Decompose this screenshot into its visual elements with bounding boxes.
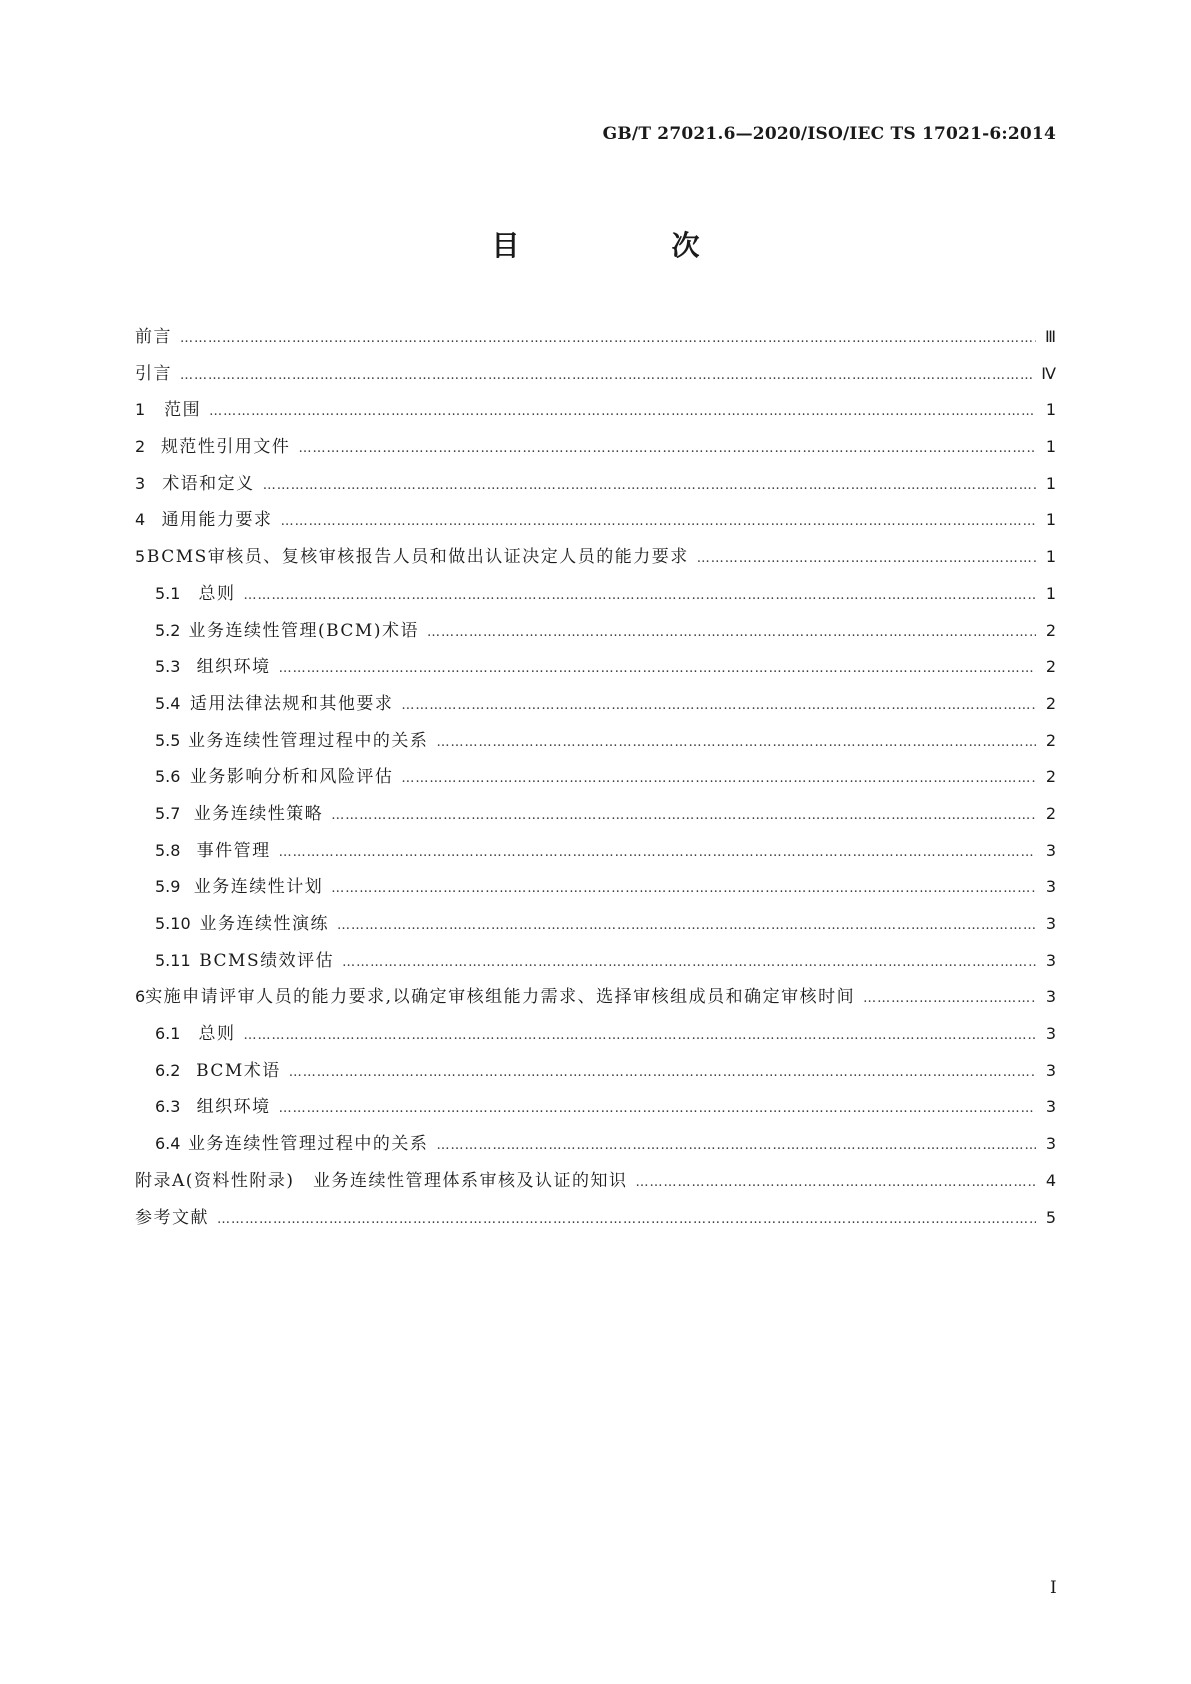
toc-leader [427, 625, 1036, 640]
toc-entry-6-2[interactable] [135, 1056, 1056, 1093]
toc-page: 3 [1045, 914, 1056, 933]
toc-page: 3 [1045, 950, 1056, 970]
toc-page: 2 [1045, 657, 1056, 677]
toc-label: 实施申请评审人员的能力要求,以确定审核组能力需求、选择审核组成员和确定审核时间 [145, 987, 856, 1008]
page-title: 目 次 [491, 229, 762, 262]
toc-page: 2 [1045, 767, 1056, 787]
toc-label: 附录A(资料性附录) 业务连续性管理体系审核及认证的知识 [135, 1170, 628, 1191]
toc-number: 5.10 [155, 914, 191, 933]
toc-label: 事件管理 [196, 840, 271, 861]
toc-page: 3 [1045, 1060, 1056, 1080]
toc-label: 业务连续性计划 [193, 877, 324, 898]
toc-label: 适用法律法规和其他要求 [189, 693, 394, 714]
toc-leader [180, 368, 1033, 383]
toc-entry-5-4[interactable] [135, 689, 1056, 726]
toc-leader [263, 478, 1036, 493]
toc-leader [436, 735, 1036, 750]
toc-label: 业务连续性管理过程中的关系 [187, 1134, 429, 1155]
toc-number: 1 [135, 400, 146, 420]
toc-number: 6.3 [155, 1097, 181, 1117]
toc-leader [279, 1101, 1036, 1116]
toc-page: 2 [1045, 730, 1056, 750]
toc-leader [217, 1212, 1036, 1227]
toc-leader [289, 1065, 1036, 1080]
toc-number: 5.9 [155, 877, 181, 897]
toc-leader [401, 698, 1036, 713]
toc-page: 3 [1045, 840, 1056, 860]
toc-label: BCM术语 [196, 1060, 281, 1081]
toc-entry-5-11[interactable] [135, 946, 1056, 983]
toc-page: 3 [1045, 1024, 1056, 1044]
toc-entry-5-5[interactable] [135, 726, 1056, 763]
toc-label: 规范性引用文件 [160, 437, 291, 458]
toc-number: 6 [135, 987, 146, 1007]
toc-page: Ⅲ [1044, 327, 1056, 346]
toc-label: 范围 [164, 400, 202, 421]
toc-label: 业务连续性管理(BCM)术语 [188, 620, 419, 641]
toc-entry-5-7[interactable] [135, 799, 1056, 836]
toc-leader [636, 1175, 1036, 1190]
toc-entry-5-10[interactable] [135, 909, 1056, 946]
toc-page: 1 [1045, 400, 1056, 420]
toc-leader [298, 441, 1036, 456]
toc-number: 6.2 [155, 1060, 181, 1080]
toc-page: 3 [1045, 1134, 1056, 1154]
toc-leader [337, 918, 1036, 933]
toc-label: 引言 [135, 363, 172, 384]
toc-number: 4 [135, 510, 146, 530]
toc-number: 5.4 [155, 693, 181, 713]
toc-leader [209, 404, 1036, 419]
toc-leader [401, 771, 1036, 786]
toc-entry-5[interactable] [135, 542, 1056, 579]
toc-page: 1 [1045, 473, 1056, 493]
toc-label: BCMS绩效评估 [199, 950, 335, 971]
toc-label: 业务连续性演练 [199, 914, 330, 934]
toc-entry-5-3[interactable] [135, 652, 1056, 689]
toc-number: 2 [135, 437, 146, 457]
toc-leader [331, 881, 1036, 896]
toc-entry-3[interactable] [135, 469, 1056, 506]
toc-number: 5.3 [155, 657, 181, 677]
toc-page: 2 [1045, 803, 1056, 823]
toc-entry-bibliography[interactable] [135, 1203, 1056, 1240]
standard-code: GB/T 27021.6—2020/ISO/IEC TS 17021-6:2014 [602, 124, 1056, 144]
toc-page: 2 [1045, 620, 1056, 640]
toc-leader [281, 514, 1036, 529]
toc-label: 组织环境 [196, 657, 271, 678]
toc-leader [279, 661, 1036, 676]
toc-entry-5-6[interactable] [135, 762, 1056, 799]
toc-page: 1 [1045, 510, 1056, 530]
toc-page: 1 [1045, 547, 1056, 567]
toc-page: Ⅳ [1041, 363, 1056, 383]
toc-number: 6.4 [155, 1134, 181, 1154]
toc-leader [244, 1028, 1036, 1043]
toc-leader [331, 808, 1036, 823]
toc-number: 6.1 [155, 1024, 181, 1044]
toc-label: 术语和定义 [162, 473, 255, 494]
toc-leader [863, 991, 1036, 1006]
toc-leader [436, 1138, 1036, 1153]
toc-label: 业务连续性策略 [193, 803, 324, 824]
toc-number: 5.7 [155, 803, 181, 823]
toc-entry-6-4[interactable] [135, 1129, 1056, 1166]
toc-entry-5-8[interactable] [135, 836, 1056, 873]
toc-label: 通用能力要求 [161, 510, 273, 531]
toc-entry-6[interactable] [135, 982, 1056, 1019]
toc-label: 组织环境 [196, 1097, 271, 1118]
toc-leader [342, 955, 1036, 970]
toc-page: 3 [1045, 987, 1056, 1007]
toc-label: 业务影响分析和风险评估 [189, 767, 394, 788]
toc-page: 4 [1045, 1170, 1056, 1190]
toc-leader [180, 331, 1036, 346]
toc-label: 总则 [198, 1024, 236, 1045]
toc-number: 5.8 [155, 840, 181, 860]
toc-entry-introduction[interactable] [135, 359, 1056, 396]
toc-page: 1 [1045, 583, 1056, 603]
toc-entry-2[interactable] [135, 432, 1056, 469]
toc-number: 5.11 [155, 950, 191, 970]
toc-number: 5.1 [155, 583, 181, 603]
toc-entry-5-1[interactable] [135, 579, 1056, 616]
toc-entry-foreword[interactable] [135, 322, 1056, 359]
toc-entry-annex-a[interactable] [135, 1166, 1056, 1203]
toc-entry-5-2[interactable] [135, 616, 1056, 653]
toc-entry-6-1[interactable] [135, 1019, 1056, 1056]
toc-page: 3 [1045, 1097, 1056, 1117]
toc-leader [279, 845, 1036, 860]
toc-entry-4[interactable] [135, 505, 1056, 542]
toc-number: 5 [135, 547, 146, 567]
toc-leader [697, 551, 1036, 566]
toc-page: 2 [1045, 693, 1056, 713]
toc-number: 5.5 [155, 730, 181, 750]
toc-label: BCMS审核员、复核审核报告人员和做出认证决定人员的能力要求 [146, 547, 689, 568]
toc-label: 参考文献 [135, 1207, 209, 1228]
toc-label: 业务连续性管理过程中的关系 [187, 730, 429, 751]
toc-page: 5 [1045, 1207, 1056, 1227]
toc-leader [244, 588, 1036, 603]
table-of-contents [135, 322, 1056, 1239]
toc-number: 5.6 [155, 767, 181, 787]
page-number: Ⅰ [1050, 1578, 1057, 1598]
toc-page: 3 [1045, 877, 1056, 897]
toc-number: 3 [135, 473, 146, 493]
toc-label: 前言 [135, 327, 172, 347]
toc-number: 5.2 [155, 620, 181, 640]
toc-page: 1 [1045, 437, 1056, 457]
toc-label: 总则 [198, 583, 236, 604]
toc-entry-6-3[interactable] [135, 1092, 1056, 1129]
toc-entry-1[interactable] [135, 395, 1056, 432]
toc-entry-5-9[interactable] [135, 872, 1056, 909]
